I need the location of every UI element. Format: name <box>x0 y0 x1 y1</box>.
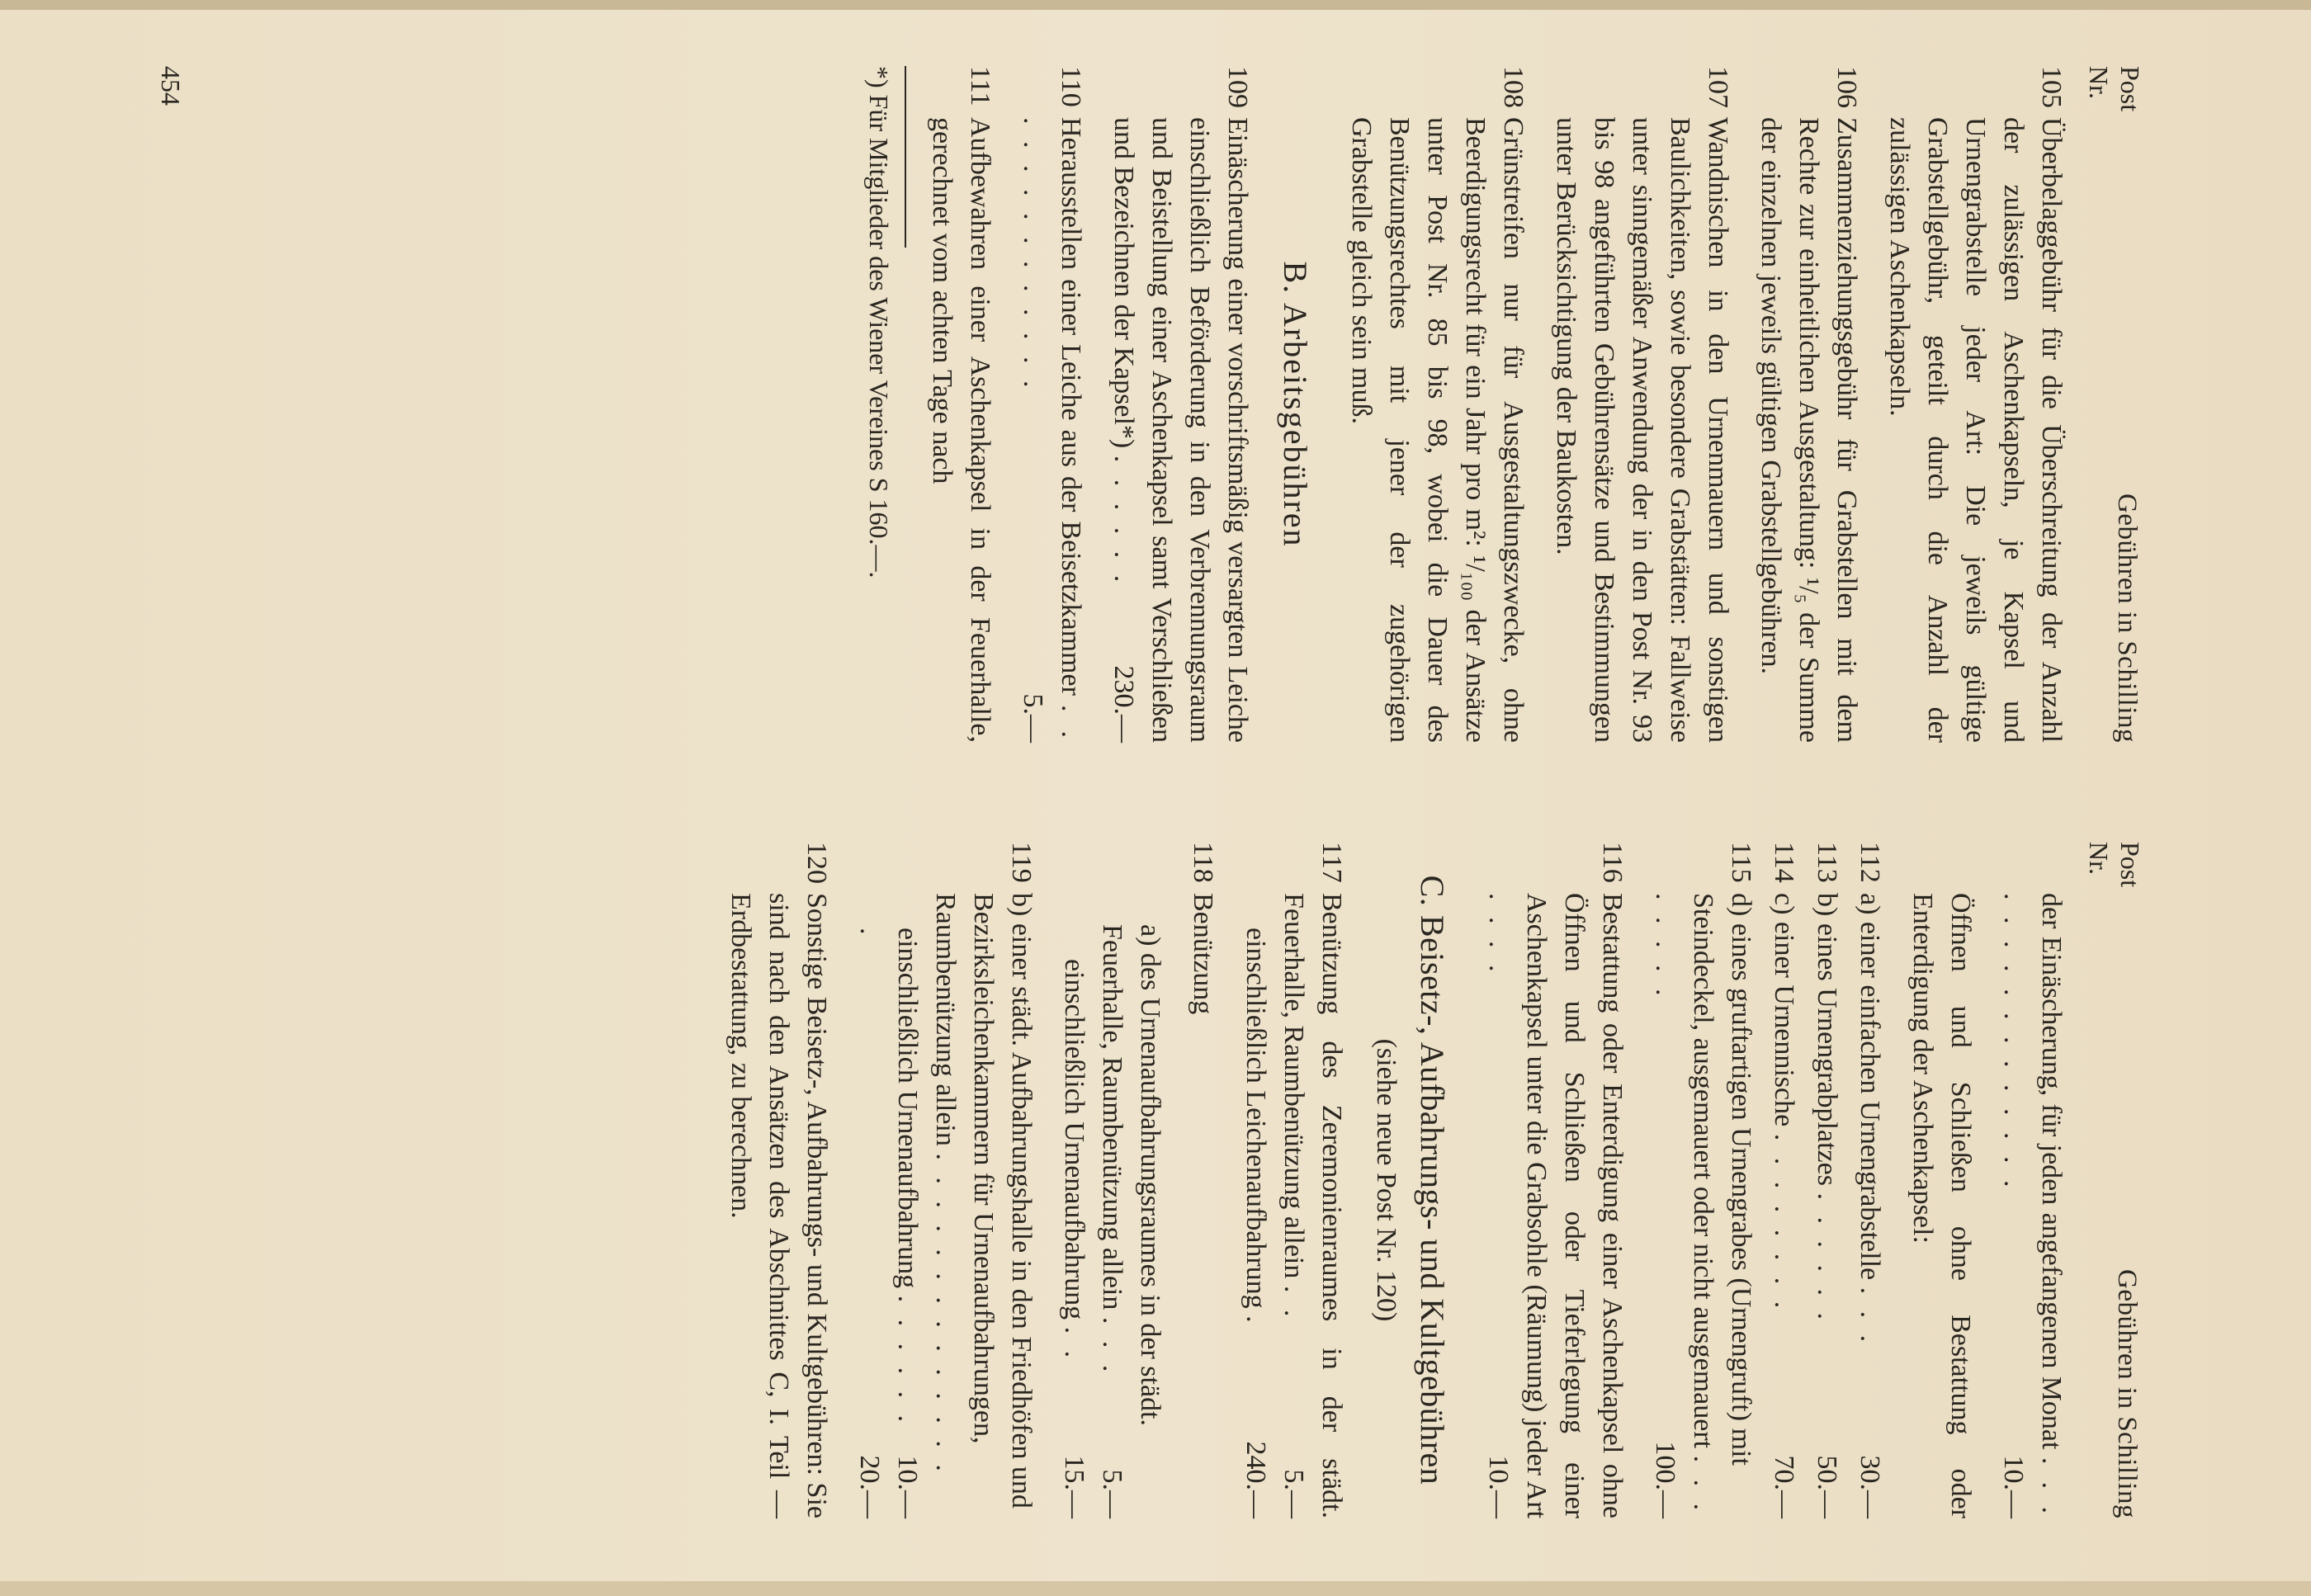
entry-number: 106 <box>1831 66 1862 108</box>
leader-dots: . . . . . . <box>1812 1192 1842 1324</box>
entry-106 <box>1751 66 1865 743</box>
entry-111 <box>923 66 999 743</box>
entry-112 <box>1850 842 1888 1518</box>
rotated-page-content <box>83 66 2146 1518</box>
entry-107 <box>1547 66 1737 743</box>
fee-amount: 5.— <box>1278 1469 1309 1518</box>
entry-text: a) des Urnenaufbahrungsraumes in der städt. Feuerhalle, Raumbenützung allein <box>1097 924 1165 1427</box>
entry-118a <box>1055 842 1169 1518</box>
leader-dots: . . . <box>1855 1287 1885 1348</box>
entry-number: 116 <box>1597 842 1628 883</box>
entry-text: einschließlich Urnenaufbahrung <box>892 928 923 1289</box>
entry-number: 112 <box>1855 842 1885 883</box>
right-column-header <box>2070 842 2146 1518</box>
entry-119 <box>850 842 1040 1518</box>
fee-amount: 70.— <box>1769 1455 1799 1518</box>
entry-110 <box>1014 66 1089 743</box>
entry-text: Sonstige Beisetz-, Aufbahrungs- und Kultgebühren: Sie sind nach den Ansätzen des Abschnittes C, I. Teil — Erdbestattung, zu berechnen. <box>725 893 832 1518</box>
leader-dots: . . . . <box>1483 893 1514 977</box>
entry-115 <box>1646 842 1760 1518</box>
fees-column-title: Gebühren in Schilling <box>2112 493 2142 743</box>
entry-text: Benützung des Zeremonienraumes in der städt. Feuerhalle, Raumbenützung allein <box>1278 893 1347 1518</box>
entry-109 <box>1104 66 1256 743</box>
entry-number: 110 <box>1056 66 1086 107</box>
entry-number: 114 <box>1769 842 1799 883</box>
post-nr-label <box>2083 842 2146 908</box>
post-nr-text: Post Nr. <box>2084 66 2145 112</box>
entry-118 <box>1184 842 1222 1518</box>
post-nr-text: Post Nr. <box>2084 842 2145 888</box>
entry-number: 120 <box>801 842 832 884</box>
entry-text: Überbelaggebühr für die Überschreitung der Anzahl der zulässigen Aschenkapseln, je Kapsel und Urnengrabstelle jeder Art: Die jeweils gültige Grabstellgebühr, geteilt durch die Anzahl der zulässigen Aschenkapseln. <box>1884 117 2067 743</box>
entry-text: Bestattung oder Enterdigung einer Aschenkapsel ohne Öffnen und Schließen oder Tieferlegung einer Aschenkapsel unter die Grabsohle (Räumung) jeder Art <box>1521 893 1628 1518</box>
fee-amount: 15.— <box>1059 1455 1089 1518</box>
entry-text: c) einer Urnennische <box>1769 893 1799 1127</box>
entry-117 <box>1236 842 1350 1518</box>
entry-text: der Einäscherung, für jeden angefangenen Monat <box>2036 893 2067 1450</box>
entry-number: 105 <box>2036 66 2067 108</box>
open-close-intro: Öffnen und Schließen ohne Bestattung oder Enterdigung der Aschenkapsel: <box>1907 893 1976 1518</box>
entry-119-line2 <box>850 893 926 1518</box>
footnote-rule <box>905 66 906 248</box>
scan-edge-top <box>0 0 2311 10</box>
entry-text: Einäscherung einer vorschriftsmäßig versargten Leiche einschließlich Beförderung in den Verbrennungsraum und Beistellung einer Aschenkapsel samt Verschließen und Bezeichnen der Kapsel*) <box>1108 117 1253 743</box>
entry-number: 111 <box>965 66 995 106</box>
entry-number: 113 <box>1812 842 1842 883</box>
entry-number: 117 <box>1316 842 1347 883</box>
fee-amount: 230.— <box>1108 665 1139 743</box>
leader-dots: . <box>1241 1315 1271 1328</box>
entry-number: 109 <box>1222 66 1253 108</box>
fee-amount: 50.— <box>1812 1455 1842 1518</box>
page-number: 454 <box>156 66 186 106</box>
leader-dots: . . <box>1059 1326 1089 1363</box>
entry-number: 119 <box>1006 842 1037 883</box>
fee-amount: 10.— <box>892 1455 923 1518</box>
fee-amount: 5.— <box>1097 1469 1127 1518</box>
right-column <box>707 842 2146 1518</box>
fees-column-title: Gebühren in Schilling <box>2112 1269 2142 1518</box>
entry-number: 107 <box>1703 66 1733 108</box>
leader-dots: . . . <box>1097 1316 1127 1377</box>
entry-text: a) einer einfachen Urnengrabstelle <box>1855 893 1885 1281</box>
fee-amount: 20.— <box>854 1455 885 1518</box>
fee-amount: 30.— <box>1855 1455 1885 1518</box>
section-b-heading: B. Arbeitsgebühren <box>1277 261 1314 548</box>
entry-text: Herausstellen einer Leiche aus der Beisetzkammer <box>1056 117 1086 696</box>
leader-dots: . . . . . . . <box>854 928 923 1428</box>
entry-113 <box>1808 842 1845 1518</box>
entry-111-continued <box>1994 842 2070 1518</box>
entry-text: d) eines gruftartigen Urnengrabes (Urnengruft) mit Steindeckel, ausgemauert oder nicht ausgemauert <box>1688 893 1756 1466</box>
entry-text: Grünstreifen nur für Ausgestaltungszwecke, ohne Beerdigungsrecht für ein Jahr pro m²: ¹/₁₀₀ der Ansätze unter Post Nr. 85 bis 98, wobei die Dauer des Benützungsrechtes mit jener der zugehörigen Grabstelle gleich sein muß. <box>1346 117 1529 743</box>
fee-amount: 10.— <box>1483 1455 1514 1518</box>
entry-text: b) einer städt. Aufbahrungshalle in den Friedhöfen und Bezirksleichenkammern für Urnenaufbahrungen, Raumbenützung allein <box>930 893 1037 1509</box>
entry-text: Benützung <box>1188 893 1218 1015</box>
entry-105 <box>1880 66 2070 743</box>
footnote: *) Für Mitglieder des Wiener Vereines S 160.—. <box>864 66 894 578</box>
entry-text: Aufbewahren einer Aschenkapsel in der Feuerhalle, gerechnet vom achten Tage nach <box>927 117 995 743</box>
section-c-heading: C. Beisetz-, Aufbahrungs- und Kultgebühren <box>1414 875 1451 1485</box>
entry-text: Wandnischen in den Urnenmauern und sonstigen Baulichkeiten, sowie besondere Grabstätten: Fallweise unter sinngemäßer Anwendung der in den Post Nr. 93 bis 98 angeführten Gebührensätze und Bestimmungen unter Berücksichtigung der Baukosten. <box>1551 117 1733 743</box>
entry-number: 118 <box>1188 842 1218 883</box>
entry-text: Zusammenziehungsgebühr für Grabstellen mit dem Rechte zur einheitlichen Ausgestaltung: ¹/₅ der Summe der einzelnen jeweils gültigen Grabstellgebühren. <box>1756 117 1862 743</box>
leader-dots: . . . . . . . . . . . . . . <box>1018 117 1086 744</box>
entry-120 <box>721 842 835 1518</box>
left-column <box>860 66 2146 743</box>
entry-116 <box>1479 842 1631 1518</box>
leader-dots: . . . . . . . . . . . . . . <box>930 1153 961 1476</box>
fee-amount: 240.— <box>1241 1441 1271 1518</box>
entry-114 <box>1765 842 1803 1518</box>
leader-dots: . . . . . . . . . . . . . . . . <box>1998 893 2067 1519</box>
entry-118a-line2 <box>1055 924 1093 1518</box>
left-column-header <box>2070 66 2146 743</box>
fee-amount: 5.— <box>1018 693 1048 743</box>
leader-dots: . . <box>1278 1285 1309 1322</box>
fee-amount: 10.— <box>1998 1455 2029 1518</box>
leader-dots: . . . . . . . . <box>1769 1133 1799 1314</box>
scan-edge-bottom <box>0 1581 2311 1596</box>
entry-text: b) eines Urnengrabplatzes <box>1812 893 1842 1186</box>
entry-108 <box>1342 66 1532 743</box>
entry-text: einschließlich Leichenaufbahrung <box>1241 928 1271 1309</box>
leader-dots: . . . . . . <box>1108 455 1139 588</box>
entry-number: 115 <box>1726 842 1756 883</box>
leader-dots: . . . . . . . . <box>1650 893 1718 1516</box>
entry-number: 108 <box>1498 66 1529 108</box>
entry-text: einschließlich Urnenaufbahrung <box>1059 959 1089 1320</box>
section-c-note: (siehe neue Post Nr. 120) <box>1371 1038 1401 1322</box>
fee-amount: 100.— <box>1650 1441 1680 1518</box>
entry-117-line2 <box>1236 893 1274 1518</box>
post-nr-label <box>2083 66 2146 132</box>
